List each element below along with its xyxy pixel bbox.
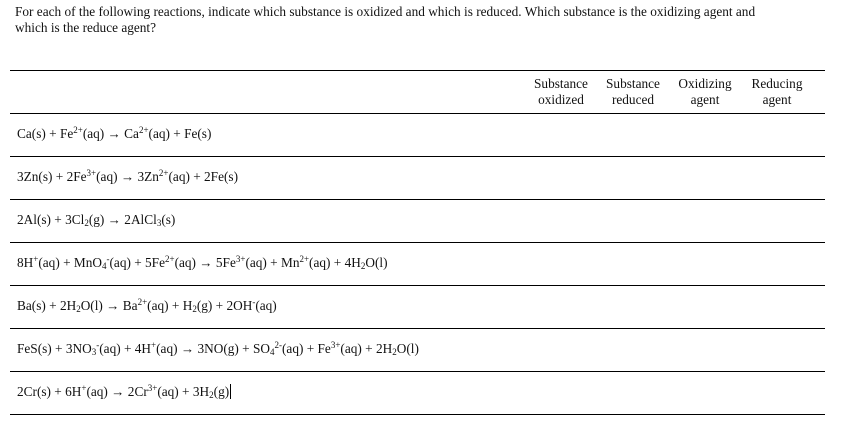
charge-superscript: + (33, 254, 39, 264)
equation-text: O(l) → Ba (80, 298, 138, 313)
answer-cell-oxidized[interactable] (524, 286, 598, 328)
column-header-line-1: Substance (534, 76, 588, 91)
count-subscript: 2 (192, 304, 197, 314)
column-header-substance-oxidized (524, 76, 598, 107)
answer-cell-reduced[interactable] (596, 329, 670, 371)
equation-text: (aq) + 3H (157, 384, 210, 399)
answer-cell-oxidized[interactable] (524, 157, 598, 199)
count-subscript: 2 (76, 304, 81, 314)
column-header-line-2: agent (762, 91, 792, 107)
count-subscript: 2 (392, 347, 397, 357)
answer-cell-oxidized[interactable] (524, 372, 598, 414)
column-header-line-1: Oxidizing (678, 76, 732, 91)
equation-text: (aq) (255, 298, 277, 313)
equation-text: (aq) + 4H (99, 341, 152, 356)
column-header-substance-reduced (596, 76, 670, 107)
answer-cell-reduced[interactable] (596, 157, 670, 199)
charge-superscript: - (106, 254, 110, 264)
equation-text: Ca(s) + Fe (17, 126, 74, 141)
answer-cell-oxidizing-agent[interactable] (668, 372, 742, 414)
reaction-equation (17, 383, 231, 401)
equation-text: 2Cr(s) + 6H (17, 384, 82, 399)
reaction-row (10, 286, 825, 329)
reaction-row (10, 157, 825, 200)
reaction-equation (17, 125, 211, 143)
answer-cell-oxidizing-agent[interactable] (668, 243, 742, 285)
equation-text: (aq) + 2H (340, 341, 393, 356)
charge-superscript: 3+ (86, 168, 97, 178)
table-top-rule (10, 70, 825, 71)
column-header-line-2: agent (690, 91, 720, 107)
reaction-row (10, 200, 825, 243)
answer-cell-reducing-agent[interactable] (740, 200, 814, 242)
equation-text: (aq) + H (147, 298, 193, 313)
reaction-equation (17, 297, 277, 315)
charge-superscript: 2+ (158, 168, 169, 178)
reaction-equation (17, 211, 175, 229)
answer-cell-oxidizing-agent[interactable] (668, 329, 742, 371)
answer-cell-oxidized[interactable] (524, 114, 598, 156)
answer-cell-oxidizing-agent[interactable] (668, 114, 742, 156)
reaction-equation (17, 254, 388, 272)
equation-text: (aq) → 3Zn (96, 169, 159, 184)
answer-cell-reduced[interactable] (596, 372, 670, 414)
count-subscript: 2 (209, 390, 214, 400)
equation-text: FeS(s) + 3NO (17, 341, 92, 356)
answer-cell-reduced[interactable] (596, 114, 670, 156)
count-subscript: 2 (84, 218, 89, 228)
equation-text: Ba(s) + 2H (17, 298, 77, 313)
answer-cell-oxidized[interactable] (524, 200, 598, 242)
answer-cell-reduced[interactable] (596, 243, 670, 285)
equation-text: (aq) → 3NO(g) + SO (156, 341, 270, 356)
reaction-equation (17, 340, 419, 358)
answer-cell-reducing-agent[interactable] (740, 372, 814, 414)
count-subscript: 2 (360, 261, 366, 271)
equation-text: (s) (161, 212, 176, 227)
equation-text: (aq) + 5Fe (109, 255, 165, 270)
answer-cell-reducing-agent[interactable] (740, 243, 814, 285)
equation-text: 2Al(s) + 3Cl (17, 212, 85, 227)
answer-cell-reducing-agent[interactable] (740, 157, 814, 199)
count-subscript: 4 (269, 347, 275, 357)
charge-superscript: - (96, 340, 100, 350)
equation-text: (g) (213, 384, 230, 399)
equation-text: (aq) + 2Fe(s) (168, 169, 239, 184)
answer-cell-reducing-agent[interactable] (740, 329, 814, 371)
charge-superscript: + (81, 383, 87, 393)
reaction-row (10, 329, 825, 372)
equation-text: (aq) → 2Cr (86, 384, 148, 399)
column-header-line-1: Substance (606, 76, 660, 91)
answer-cell-reducing-agent[interactable] (740, 114, 814, 156)
equation-text: (aq) + 4H (309, 255, 361, 270)
charge-superscript: 3+ (330, 340, 341, 350)
count-subscript: 4 (101, 261, 107, 271)
equation-text: (aq) → Ca (82, 126, 139, 141)
charge-superscript: 3+ (235, 254, 246, 264)
equation-text: (g) + 2OH (196, 298, 253, 313)
reaction-row (10, 114, 825, 157)
answer-cell-reducing-agent[interactable] (740, 286, 814, 328)
charge-superscript: 2+ (299, 254, 310, 264)
equation-text: O(l) (396, 341, 419, 356)
charge-superscript: - (252, 297, 256, 307)
equation-text: 8H (17, 255, 34, 270)
count-subscript: 3 (156, 218, 162, 228)
instructions-text (15, 4, 825, 35)
answer-cell-reduced[interactable] (596, 286, 670, 328)
count-subscript: 3 (91, 347, 97, 357)
answer-cell-reduced[interactable] (596, 200, 670, 242)
equation-text: (g) → 2AlCl (88, 212, 157, 227)
charge-superscript: + (151, 340, 157, 350)
column-header-line-1: Reducing (751, 76, 803, 91)
answer-cell-oxidizing-agent[interactable] (668, 157, 742, 199)
charge-superscript: 2+ (138, 125, 149, 135)
column-header-line-2: reduced (611, 91, 655, 107)
reaction-equation (17, 168, 238, 186)
instructions-line-1: For each of the following reactions, indicate which substance is oxidized and which is reduced. Which substance is the oxidizing agent and (15, 4, 756, 19)
charge-superscript: 2- (274, 340, 282, 350)
charge-superscript: 2+ (137, 297, 148, 307)
charge-superscript: 2+ (73, 125, 83, 135)
column-header-oxidizing-agent (668, 76, 742, 107)
equation-text: (aq) + Fe(s) (148, 126, 212, 141)
charge-superscript: 3+ (147, 383, 158, 393)
equation-text: O(l) (365, 255, 388, 270)
equation-text: (aq) → 5Fe (174, 255, 236, 270)
column-header-line-2: oxidized (538, 91, 584, 107)
equation-text: 3Zn(s) + 2Fe (17, 169, 87, 184)
answer-cell-oxidizing-agent[interactable] (668, 200, 742, 242)
answer-cell-oxidized[interactable] (524, 329, 598, 371)
charge-superscript: 2+ (164, 254, 175, 264)
reaction-row (10, 372, 825, 415)
text-cursor (230, 384, 231, 399)
equation-text: (aq) + Fe (281, 341, 331, 356)
answer-cell-oxidized[interactable] (524, 243, 598, 285)
column-header-reducing-agent (740, 76, 814, 107)
equation-text: (aq) + MnO (38, 255, 102, 270)
equation-text: (aq) + Mn (245, 255, 300, 270)
instructions-line-2: which is the reduce agent? (15, 19, 157, 35)
reaction-row (10, 243, 825, 286)
answer-cell-oxidizing-agent[interactable] (668, 286, 742, 328)
